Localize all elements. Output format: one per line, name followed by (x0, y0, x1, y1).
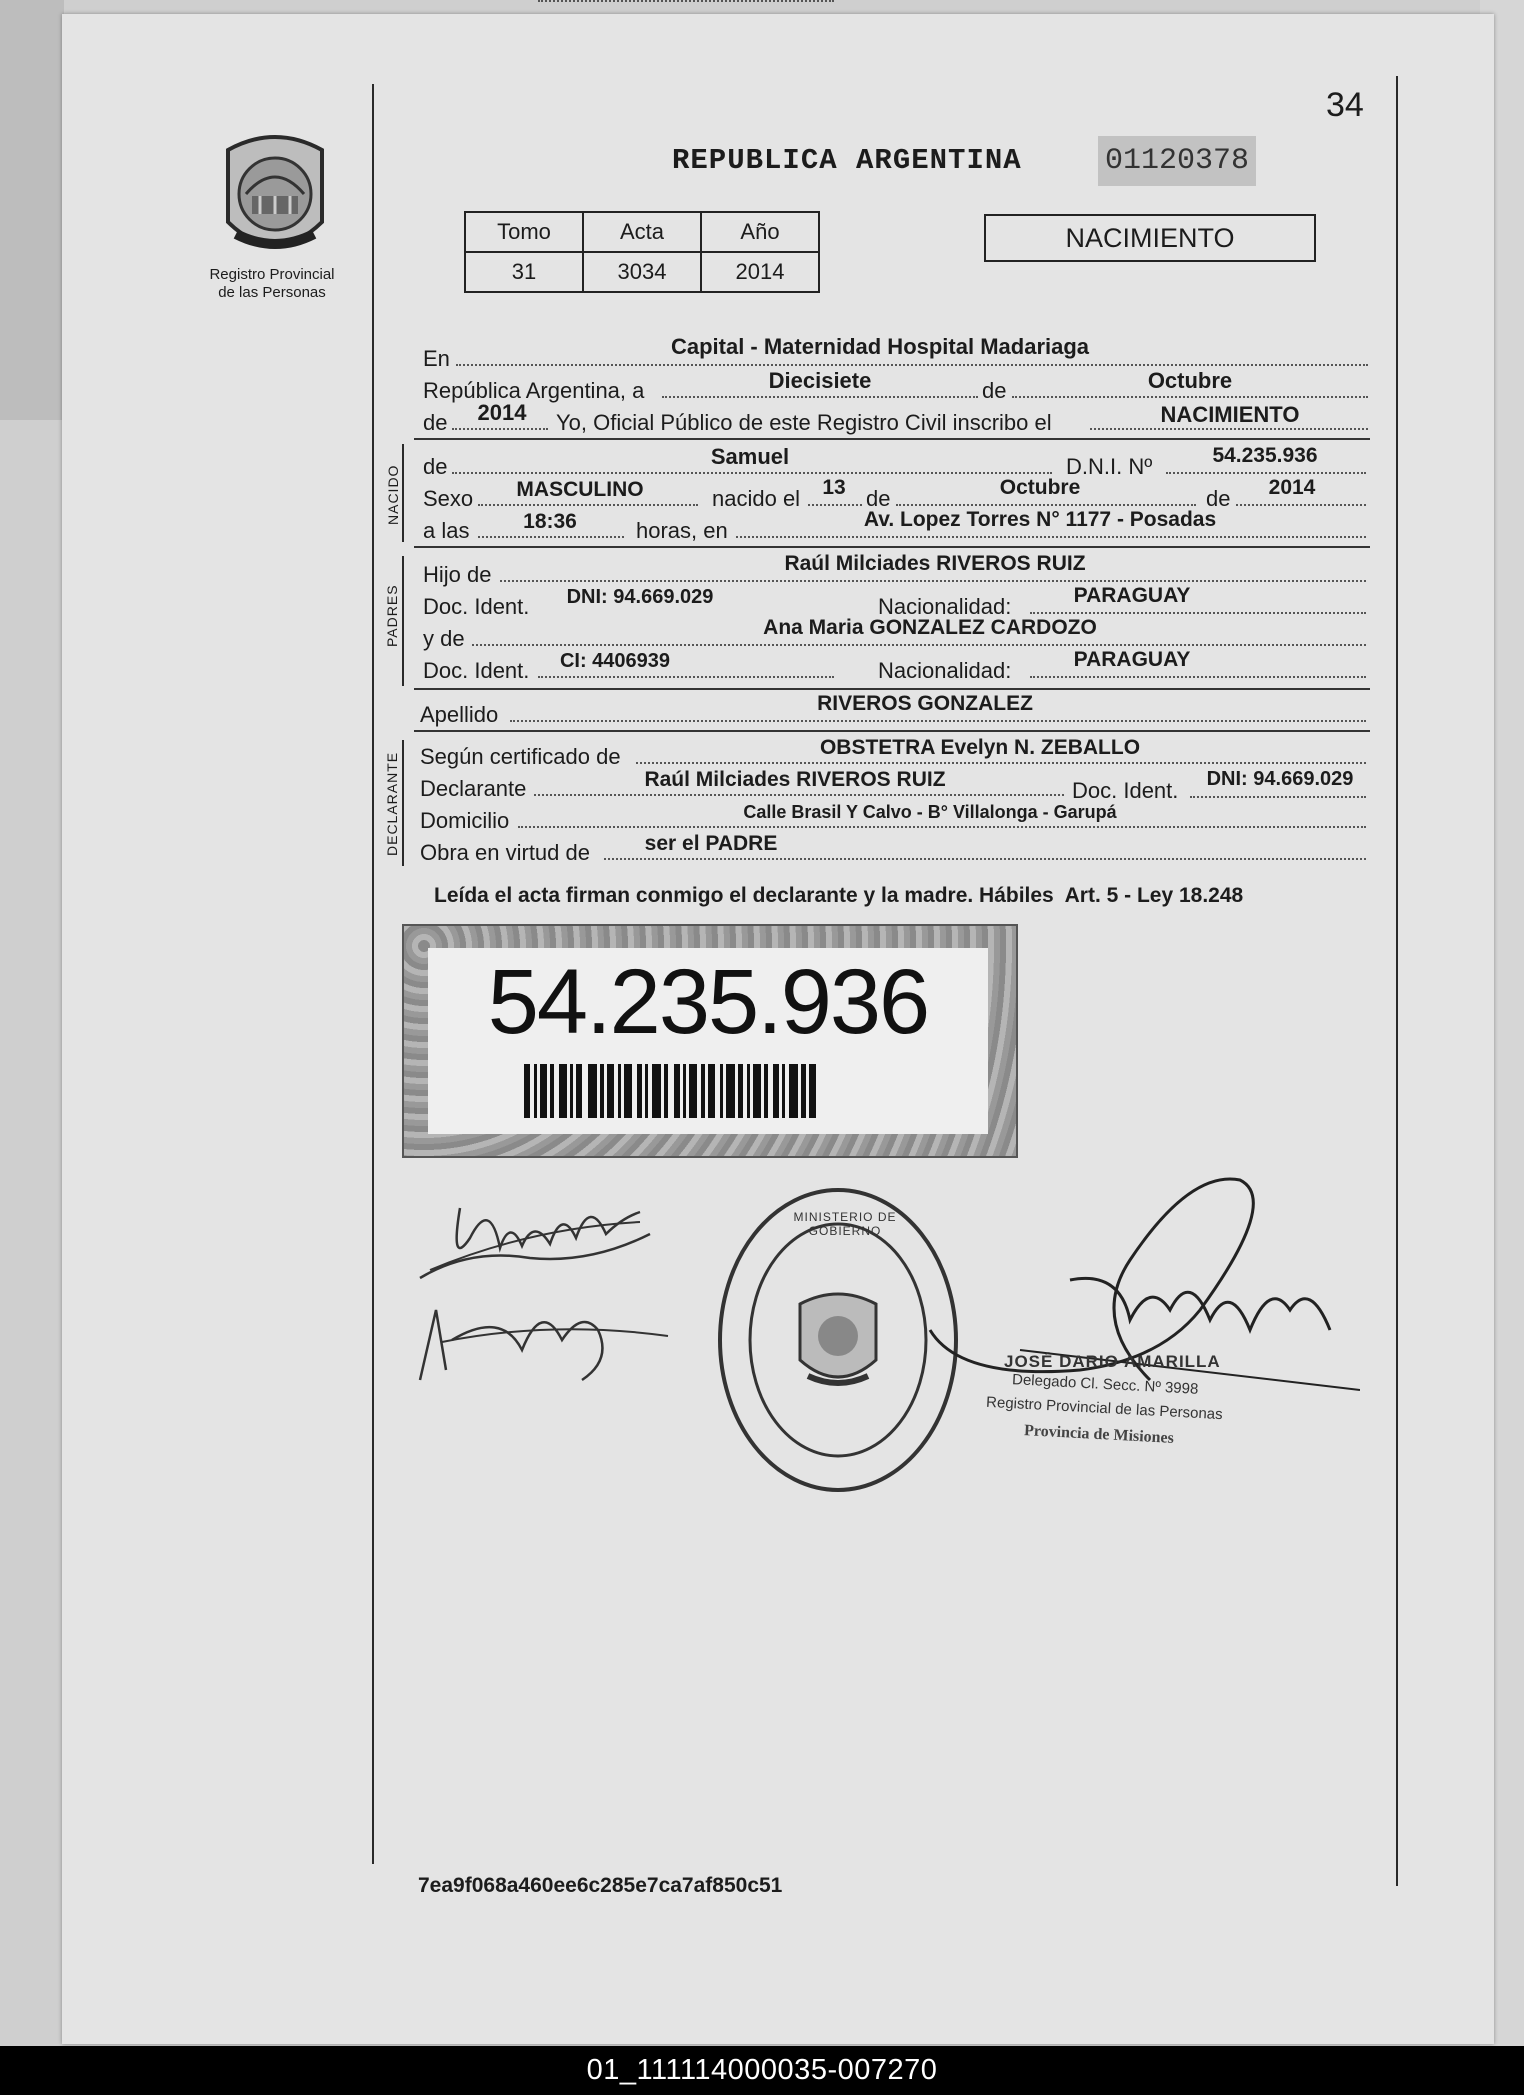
value-sexo: MASCULINO (516, 478, 644, 501)
label-en: En (423, 346, 450, 371)
value-dia-nac: 13 (822, 476, 846, 499)
label-horas-en: horas, en (636, 518, 728, 543)
label-domicilio: Domicilio (420, 808, 510, 833)
dotted-line (604, 858, 1366, 860)
value-mes: Octubre (1147, 368, 1233, 393)
label-segun: Según certificado de (420, 744, 621, 769)
value-madre-nac: PARAGUAY (1073, 648, 1191, 671)
dotted-line (896, 504, 1196, 506)
closing-statement: Leída el acta firman conmigo el declarante y la madre. Hábiles Art. 5 - Ley 18.248 (434, 884, 1244, 907)
value-domicilio: Calle Brasil Y Calvo - B° Villalonga - Garupá (743, 802, 1117, 822)
dotted-line (538, 0, 834, 2)
label-nacionalidad-madre: Nacionalidad: (878, 658, 1012, 683)
dotted-line (1030, 612, 1366, 614)
separator-line (414, 438, 1370, 440)
dotted-line (662, 396, 978, 398)
value-declarante-doc: DNI: 94.669.029 (1206, 768, 1354, 790)
barcode-sticker (402, 924, 1018, 1158)
logo-caption-2: de las Personas (218, 284, 326, 301)
signature-official-icon (900, 1160, 1360, 1410)
tomo-value: 31 (465, 252, 583, 292)
registry-table (464, 211, 820, 293)
official-province: Provincia de Misiones (1023, 1422, 1175, 1447)
left-margin-line (372, 84, 374, 1864)
separator-line (414, 546, 1370, 548)
value-lugar: Capital - Maternidad Hospital Madariaga (670, 334, 1090, 359)
barcode-icon (524, 1064, 894, 1118)
dotted-line (510, 720, 1366, 722)
dotted-line (478, 536, 624, 538)
province-logo (216, 130, 334, 266)
value-padre-doc: DNI: 94.669.029 (566, 586, 714, 608)
label-doc-ident-madre: Doc. Ident. (423, 658, 530, 683)
dotted-line (534, 794, 1064, 796)
value-anio: 2014 (477, 400, 527, 425)
document-hash: 7ea9f068a460ee6c285e7ca7af850c51 (418, 1874, 783, 1897)
label-yo: Yo, Oficial Público de este Registro Civil inscribo el (556, 410, 1052, 435)
label-nacido-el: nacido el (712, 486, 801, 511)
label-declarante: Declarante (420, 776, 527, 801)
section-nacido: NACIDO (385, 464, 401, 525)
label-de-nombre: de (423, 454, 448, 479)
value-padre-nac: PARAGUAY (1073, 584, 1191, 607)
official-registry: Registro Provincial de las Personas (985, 1393, 1224, 1424)
document-type-box: NACIMIENTO (984, 214, 1316, 262)
value-anio-nac: 2014 (1268, 476, 1316, 499)
serial-number: 01120378 (1098, 136, 1256, 186)
logo-caption-1: Registro Provincial (209, 266, 335, 283)
value-apellido: RIVEROS GONZALEZ (817, 692, 1033, 715)
label-hijo-de: Hijo de (423, 562, 492, 587)
label-nacionalidad-padre: Nacionalidad: (878, 594, 1012, 619)
dotted-line (1090, 428, 1368, 430)
stamp-ring-text (722, 1486, 962, 1487)
label-republica: República Argentina, a (423, 378, 645, 403)
seal-icon (216, 130, 334, 266)
section-declarante: DECLARANTE (384, 751, 400, 856)
footer-id: 01_111114000035-007270 (0, 2046, 1524, 2095)
value-madre: Ana Maria GONZALEZ CARDOZO (763, 616, 1097, 639)
label-de: de (982, 378, 1007, 403)
section-padres: PADRES (384, 584, 400, 647)
value-nombre: Samuel (710, 444, 790, 469)
dotted-line (538, 676, 834, 678)
label-obra: Obra en virtud de (420, 840, 590, 865)
right-margin-line (1396, 76, 1398, 1886)
separator-line (414, 688, 1370, 690)
acta-header: Acta (583, 212, 701, 252)
signature-madre-icon (412, 1290, 672, 1390)
document-title: REPUBLICA ARGENTINA (672, 144, 1022, 177)
barcode-label (428, 948, 988, 1134)
seal-text (216, 248, 228, 249)
label-doc-ident-padre: Doc. Ident. (423, 594, 530, 619)
official-name: JOSÉ DARIO AMARILLA (1004, 1352, 1221, 1371)
label-sexo: Sexo (423, 486, 474, 511)
label-a-las: a las (423, 518, 470, 543)
label-y-de: y de (423, 626, 465, 651)
section-divider (402, 556, 404, 686)
value-obra: ser el PADRE (644, 832, 778, 855)
separator-line (414, 730, 1370, 732)
value-padre: Raúl Milciades RIVEROS RUIZ (784, 552, 1086, 575)
value-lugar-nac: Av. Lopez Torres N° 1177 - Posadas (863, 508, 1217, 531)
dotted-line (808, 504, 862, 506)
dotted-line (452, 428, 548, 430)
background-left (0, 0, 64, 420)
dotted-line (636, 762, 1366, 764)
barcode-number: 54.235.936 (487, 951, 929, 1053)
acta-value: 3034 (583, 252, 701, 292)
label-de2: de (423, 410, 448, 435)
dotted-line (500, 580, 1366, 582)
value-hora: 18:36 (523, 510, 577, 533)
anio-header: Año (701, 212, 819, 252)
dotted-line (472, 644, 1366, 646)
dotted-line (452, 472, 1052, 474)
dotted-line (1166, 472, 1366, 474)
label-dni: D.N.I. Nº (1066, 454, 1153, 479)
dotted-line (518, 826, 1366, 828)
section-divider (402, 444, 404, 542)
value-dni: 54.235.936 (1212, 444, 1318, 467)
signature-declarante-icon (410, 1178, 660, 1298)
value-dia: Diecisiete (768, 368, 872, 393)
label-de-mes: de (866, 486, 891, 511)
dotted-line (478, 504, 698, 506)
official-title: Delegado Cl. Secc. Nº 3998 (1011, 1371, 1199, 1398)
page-number: 34 (1326, 86, 1364, 124)
value-declarante: Raúl Milciades RIVEROS RUIZ (644, 768, 946, 791)
label-doc-ident-declarante: Doc. Ident. (1072, 778, 1179, 803)
tomo-header: Tomo (465, 212, 583, 252)
label-apellido: Apellido (420, 702, 499, 727)
value-madre-doc: CI: 4406939 (559, 650, 671, 672)
anio-value: 2014 (701, 252, 819, 292)
value-certificado: OBSTETRA Evelyn N. ZEBALLO (819, 736, 1141, 759)
value-acto: NACIMIENTO (1160, 402, 1300, 427)
dotted-line (1030, 676, 1366, 678)
dotted-line (1236, 504, 1366, 506)
dotted-line (736, 536, 1366, 538)
value-mes-nac: Octubre (999, 476, 1081, 499)
section-divider (402, 740, 404, 866)
dotted-line (1190, 796, 1366, 798)
dotted-line (1012, 396, 1368, 398)
stamp-inner-text: MINISTERIO DE GOBIERNO (793, 1210, 897, 1238)
dotted-line (456, 364, 1368, 366)
label-de-anio: de (1206, 486, 1231, 511)
